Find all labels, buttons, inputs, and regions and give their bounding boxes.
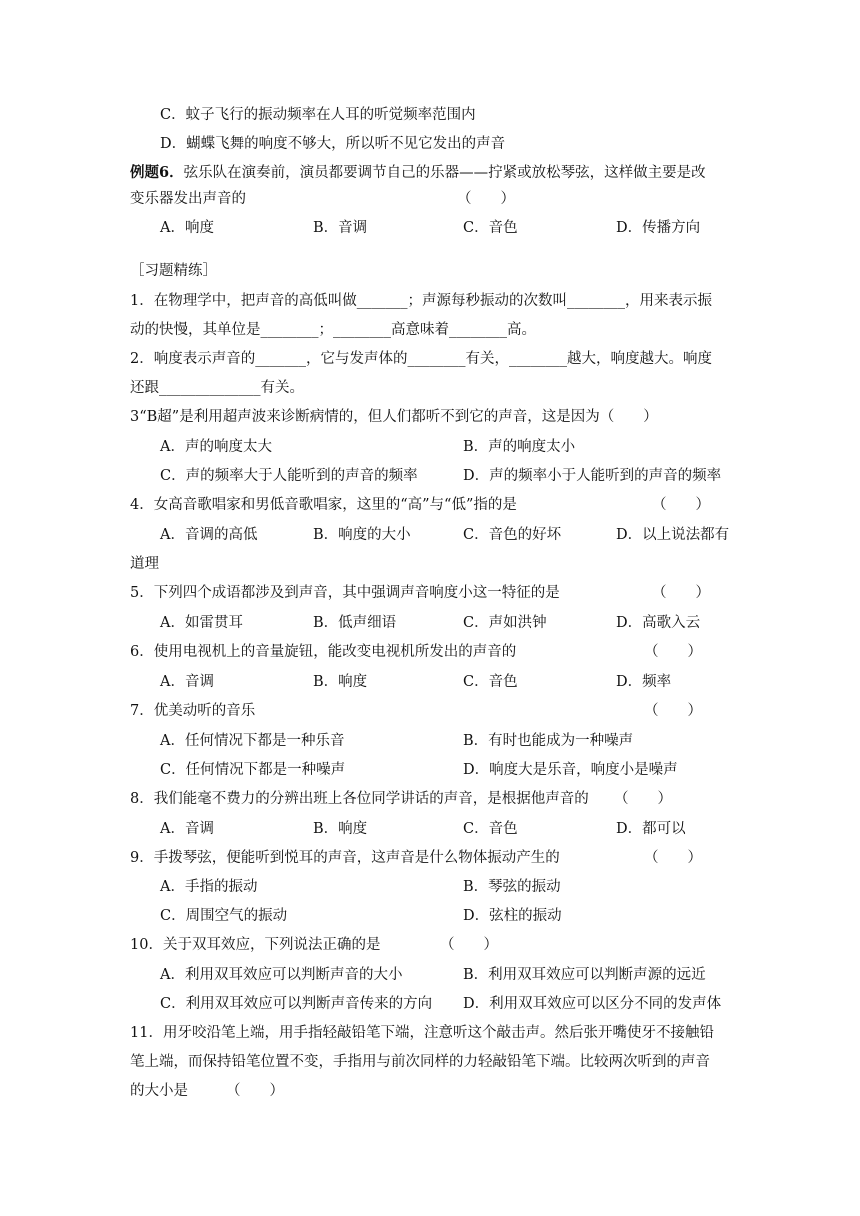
option-d: D．利用双耳效应可以区分不同的发声体: [463, 996, 722, 1012]
option-b: B．低声细语: [313, 615, 397, 631]
option-d: D．声的频率小于人能听到的声音的频率: [463, 468, 722, 484]
option-d: D．以上说法都有: [616, 527, 730, 543]
answer-paren: （ ）: [644, 703, 702, 719]
question-8-stem: 8．我们能毫不费力的分辨出班上各位同学讲话的声音，是根据他声音的: [130, 791, 589, 807]
question-1-line1: 1．在物理学中，把声音的高低叫做_______；声源每秒振动的次数叫________，用来表示振: [130, 293, 712, 309]
option-c: C．音色: [463, 674, 518, 690]
option-b: B．响度: [313, 674, 368, 690]
example6-text: 弦乐队在演奏前，演员都要调节自己的乐器——拧紧或放松琴弦，这样做主要是改: [183, 165, 706, 181]
question-3-stem: 3“B超”是利用超声波来诊断病情的，但人们都听不到它的声音，这是因为（ ）: [130, 409, 658, 425]
option-a: A．手指的振动: [160, 879, 258, 895]
option-b: B．响度的大小: [313, 527, 411, 543]
option-b: B．利用双耳效应可以判断声源的远近: [463, 967, 706, 983]
question-11-line2: 笔上端，而保持铅笔位置不变，手指用与前次同样的力轻敲铅笔下端。比较两次听到的声音: [130, 1054, 710, 1070]
question-4-stem: 4．女高音歌唱家和男低音歌唱家，这里的“高”与“低”指的是: [130, 497, 517, 513]
answer-paren: （ ）: [644, 644, 702, 660]
option-b: B．音调: [313, 220, 368, 236]
option-d: D．蝴蝶飞舞的响度不够大，所以听不见它发出的声音: [160, 136, 506, 152]
option-a: A．响度: [160, 220, 214, 236]
option-c: C．利用双耳效应可以判断声音传来的方向: [160, 996, 433, 1012]
option-c: C．任何情况下都是一种噪声: [160, 762, 346, 778]
option-b: B．声的响度太小: [463, 439, 576, 455]
option-a: A．音调的高低: [160, 527, 258, 543]
question-2-line1: 2．响度表示声音的_______，它与发声体的________有关，________越大，响度越大。响度: [130, 351, 712, 367]
option-c: C．蚊子飞行的振动频率在人耳的听觉频率范围内: [160, 107, 476, 123]
option-a: A．如雷贯耳: [160, 615, 243, 631]
question-6-stem: 6．使用电视机上的音量旋钮，能改变电视机所发出的声音的: [130, 644, 517, 660]
option-c: C．音色的好坏: [463, 527, 562, 543]
section-title: ［习题精练］: [130, 263, 217, 279]
option-a: A．声的响度太大: [160, 439, 272, 455]
question-11-line1: 11．用牙咬沿笔上端，用手指轻敲铅笔下端，注意听这个敲击声。然后张开嘴使牙不接触铅: [130, 1025, 714, 1041]
option-c: C．周围空气的振动: [160, 908, 288, 924]
question-2-line2: 还跟______________有关。: [130, 380, 304, 396]
answer-paren: （ ）: [644, 850, 702, 866]
answer-paren: （ ）: [440, 937, 498, 953]
example6-label: 例题6．: [130, 164, 184, 181]
option-wrap: 道理: [130, 556, 159, 572]
question-1-line2: 动的快慢，其单位是________；________高意味着________高。: [130, 322, 536, 338]
answer-paren: （ ）: [614, 791, 672, 807]
option-c: C．音色: [463, 220, 518, 236]
option-a: A．音调: [160, 674, 214, 690]
answer-paren: （ ）: [226, 1083, 284, 1099]
option-d: D．响度大是乐音，响度小是噪声: [463, 762, 678, 778]
example6-line1: [130, 163, 706, 183]
option-b: B．有时也能成为一种噪声: [463, 733, 634, 749]
question-10-stem: 10．关于双耳效应，下列说法正确的是: [130, 937, 381, 953]
option-d: D．传播方向: [616, 220, 701, 236]
question-7-stem: 7．优美动听的音乐: [130, 703, 256, 719]
option-d: D．弦柱的振动: [463, 908, 562, 924]
option-b: B．琴弦的振动: [463, 879, 561, 895]
question-11-line3: 的大小是: [130, 1083, 188, 1099]
example6-line2: 变乐器发出声音的: [130, 191, 246, 207]
option-a: A．音调: [160, 821, 214, 837]
option-a: A．利用双耳效应可以判断声音的大小: [160, 967, 403, 983]
option-d: D．频率: [616, 674, 672, 690]
option-b: B．响度: [313, 821, 368, 837]
answer-paren: （ ）: [457, 191, 515, 207]
option-c: C．声如洪钟: [463, 615, 547, 631]
option-c: C．声的频率大于人能听到的声音的频率: [160, 468, 418, 484]
question-5-stem: 5．下列四个成语都涉及到声音，其中强调声音响度小这一特征的是: [130, 585, 560, 601]
option-c: C．音色: [463, 821, 518, 837]
answer-paren: （ ）: [652, 497, 710, 513]
question-9-stem: 9．手拨琴弦，便能听到悦耳的声音，这声音是什么物体振动产生的: [130, 850, 560, 866]
option-d: D．高歌入云: [616, 615, 701, 631]
option-d: D．都可以: [616, 821, 686, 837]
answer-paren: （ ）: [652, 585, 710, 601]
option-a: A．任何情况下都是一种乐音: [160, 733, 345, 749]
